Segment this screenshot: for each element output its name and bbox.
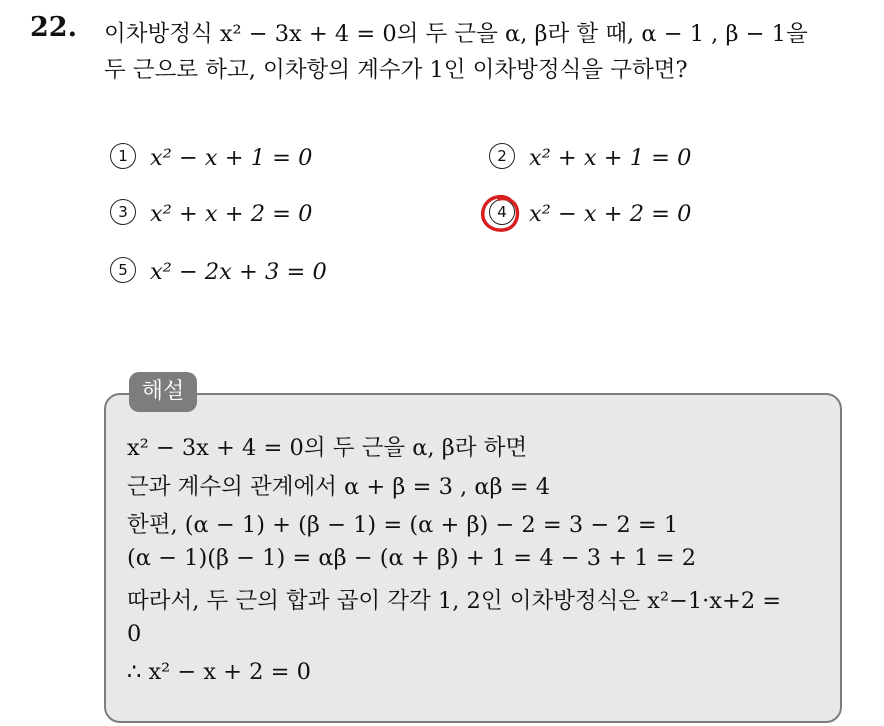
solution-line-6: 0 <box>127 621 142 647</box>
choice-4[interactable] <box>489 201 692 228</box>
choice-5-marker: 5 <box>110 257 136 283</box>
solution-line-4: (α − 1)(β − 1) = αβ − (α + β) + 1 = 4 − 3 + 1 = 2 <box>127 545 697 571</box>
choice-4-marker: 4 <box>489 199 515 225</box>
solution-line-1: x² − 3x + 4 = 0의 두 근을 α, β라 하면 <box>127 435 528 461</box>
solution-line-3: 한편, (α − 1) + (β − 1) = (α + β) − 2 = 3 − 2 = 1 <box>127 512 679 538</box>
choice-3-expression: x² + x + 2 = 0 <box>150 201 313 227</box>
solution-line-5: 따라서, 두 근의 합과 곱이 각각 1, 2인 이차방정식은 x²−1·x+2 = <box>127 588 782 614</box>
choice-3-marker: 3 <box>110 199 136 225</box>
solution-line-7: ∴ x² − x + 2 = 0 <box>127 659 311 685</box>
choice-2-expression: x² + x + 1 = 0 <box>529 145 692 171</box>
choice-1-expression: x² − x + 1 = 0 <box>150 145 313 171</box>
solution-line-2: 근과 계수의 관계에서 α + β = 3 , αβ = 4 <box>127 474 551 500</box>
question-number: 22. <box>30 12 77 43</box>
choice-1-marker: 1 <box>110 143 136 169</box>
choice-3[interactable] <box>110 201 313 228</box>
choice-4-expression: x² − x + 2 = 0 <box>529 201 692 227</box>
choice-2-marker: 2 <box>489 143 515 169</box>
choice-5[interactable] <box>110 259 327 286</box>
solution-tab-label: 해설 <box>129 372 197 412</box>
choice-2[interactable] <box>489 145 692 172</box>
question-text-line-1: 이차방정식 x² − 3x + 4 = 0의 두 근을 α, β라 할 때, α − 1 , β − 1을 <box>104 21 808 47</box>
choice-5-expression: x² − 2x + 3 = 0 <box>150 259 327 285</box>
choice-1[interactable] <box>110 145 313 172</box>
question-text-line-2: 두 근으로 하고, 이차항의 계수가 1인 이차방정식을 구하면? <box>104 57 688 83</box>
